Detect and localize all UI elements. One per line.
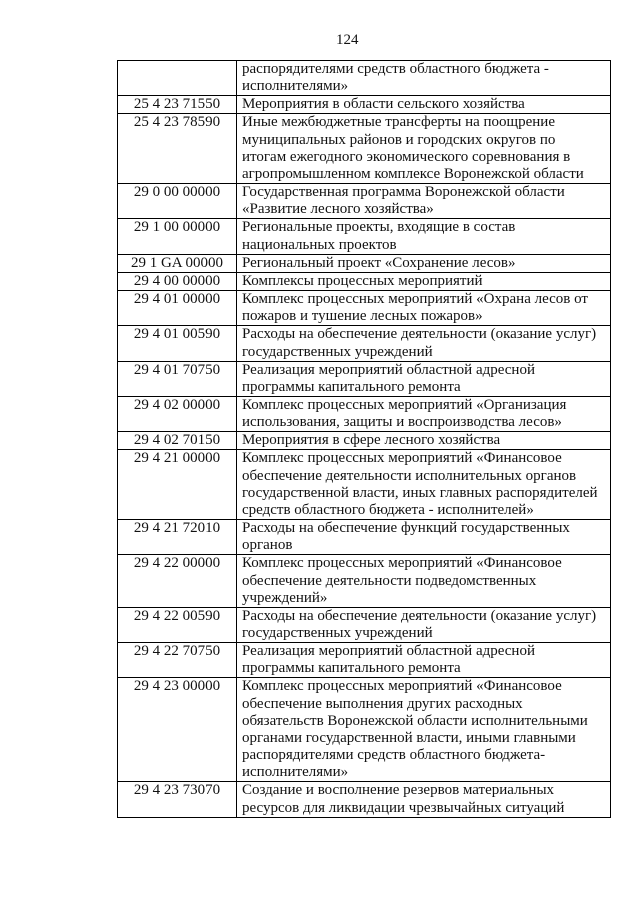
description-cell <box>237 184 611 219</box>
description-line: распорядителями средств областного бюджета - <box>242 61 549 77</box>
description-line: Комплекс процессных мероприятий «Организация <box>242 396 567 413</box>
budget-code-cell: 29 0 00 00000 <box>118 184 237 219</box>
budget-code-cell: 29 4 23 00000 <box>118 678 237 782</box>
description-cell <box>237 520 611 555</box>
description-line: государственной власти, иных главных распорядителей <box>242 484 598 501</box>
table-row <box>118 678 611 782</box>
description-cell <box>237 678 611 782</box>
description-line: обязательств Воронежской области исполнительными <box>242 712 588 729</box>
table-row <box>118 555 611 607</box>
description-line: Комплекс процессных мероприятий «Финансовое <box>242 555 562 572</box>
budget-code-cell: 25 4 23 78590 <box>118 114 237 184</box>
budget-code-cell: 29 4 02 70150 <box>118 432 237 450</box>
description-cell <box>237 643 611 678</box>
description-line: обеспечение деятельности исполнительных органов <box>242 467 577 484</box>
description-line: государственных учреждений <box>242 625 433 641</box>
table-row <box>118 396 611 431</box>
table-row <box>118 61 611 96</box>
budget-code-cell: 25 4 23 71550 <box>118 96 237 114</box>
budget-code-cell: 29 4 01 70750 <box>118 361 237 396</box>
table-row <box>118 114 611 184</box>
description-cell <box>237 61 611 96</box>
description-line: Создание и восполнение резервов материальных <box>242 782 555 799</box>
table-row <box>118 520 611 555</box>
description-line: «Развитие лесного хозяйства» <box>242 201 434 218</box>
description-cell <box>237 254 611 272</box>
description-cell <box>237 219 611 254</box>
description-line: Реализация мероприятий областной адресной <box>242 361 535 378</box>
description-line: обеспечение деятельности подведомственных <box>242 572 537 589</box>
description-cell <box>237 432 611 450</box>
description-line: Реализация мероприятий областной адресной <box>242 643 535 660</box>
budget-table-body <box>118 61 611 818</box>
description-line: Комплекс процессных мероприятий «Охрана лесов от <box>242 291 588 308</box>
description-line: Региональный проект «Сохранение лесов» <box>242 254 516 271</box>
description-line: итогам ежегодного экономического соревнования в <box>242 148 571 165</box>
budget-code-cell: 29 4 01 00000 <box>118 291 237 326</box>
description-cell <box>237 607 611 642</box>
table-row <box>118 219 611 254</box>
table-row <box>118 432 611 450</box>
budget-code-cell <box>118 61 237 96</box>
description-line: исполнителями» <box>242 764 349 781</box>
description-line: обеспечение выполнения других расходных <box>242 695 523 712</box>
description-line: пожаров и тушение лесных пожаров» <box>242 308 483 325</box>
budget-code-cell: 29 4 21 00000 <box>118 450 237 520</box>
description-line: Мероприятия в области сельского хозяйства <box>242 96 525 113</box>
description-line: Комплексы процессных мероприятий <box>242 272 483 289</box>
description-line: программы капитального ремонта <box>242 378 461 395</box>
description-cell <box>237 450 611 520</box>
description-line: Государственная программа Воронежской области <box>242 184 565 201</box>
page-number: 124 <box>336 32 359 48</box>
description-line: Комплекс процессных мероприятий «Финансовое <box>242 450 562 467</box>
description-cell <box>237 291 611 326</box>
description-line: национальных проектов <box>242 236 397 253</box>
table-row <box>118 643 611 678</box>
table-row <box>118 782 611 817</box>
table-row <box>118 272 611 290</box>
description-cell <box>237 114 611 184</box>
description-line: исполнителями» <box>242 78 349 95</box>
description-line: Мероприятия в сфере лесного хозяйства <box>242 432 501 449</box>
table-row <box>118 291 611 326</box>
description-line: Расходы на обеспечение деятельности (оказание услуг) <box>242 326 597 343</box>
budget-code-cell: 29 4 21 72010 <box>118 520 237 555</box>
budget-code-cell: 29 4 22 70750 <box>118 643 237 678</box>
description-cell <box>237 555 611 607</box>
description-line: учреждений» <box>242 589 328 606</box>
table-row <box>118 607 611 642</box>
description-cell <box>237 782 611 817</box>
description-line: органов <box>242 537 293 554</box>
budget-code-cell: 29 4 00 00000 <box>118 272 237 290</box>
description-line: государственных учреждений <box>242 343 433 360</box>
budget-code-cell: 29 4 01 00590 <box>118 326 237 361</box>
description-line: использования, защиты и воспроизводства лесов» <box>242 414 562 431</box>
table-row <box>118 450 611 520</box>
table-row <box>118 96 611 114</box>
description-line: муниципальных районов и городских округов по <box>242 131 556 148</box>
budget-code-table <box>117 60 611 818</box>
description-line: Комплекс процессных мероприятий «Финансовое <box>242 678 562 695</box>
table-row <box>118 254 611 272</box>
description-line: Расходы на обеспечение функций государственных <box>242 520 570 537</box>
description-cell <box>237 96 611 114</box>
description-line: ресурсов для ликвидации чрезвычайных ситуаций <box>242 799 565 816</box>
description-line: органами государственной власти, иными главными <box>242 729 576 746</box>
description-line: агропромышленном комплексе Воронежской области <box>242 165 584 182</box>
description-cell <box>237 326 611 361</box>
budget-code-cell: 29 4 22 00590 <box>118 607 237 642</box>
budget-code-cell: 29 1 00 00000 <box>118 219 237 254</box>
table-row <box>118 326 611 361</box>
description-line: Расходы на обеспечение деятельности (оказание услуг) <box>242 607 597 624</box>
description-line: Иные межбюджетные трансферты на поощрение <box>242 114 555 131</box>
table-row <box>118 184 611 219</box>
budget-code-cell: 29 4 22 00000 <box>118 555 237 607</box>
description-cell <box>237 396 611 431</box>
table-row <box>118 361 611 396</box>
description-cell <box>237 272 611 290</box>
description-cell <box>237 361 611 396</box>
description-line: Региональные проекты, входящие в состав <box>242 219 516 236</box>
budget-code-cell: 29 4 23 73070 <box>118 782 237 817</box>
budget-code-cell: 29 1 GA 00000 <box>118 254 237 272</box>
description-line: распорядителями средств областного бюджета- <box>242 747 546 764</box>
budget-code-cell: 29 4 02 00000 <box>118 396 237 431</box>
description-line: средств областного бюджета - исполнителей» <box>242 501 534 518</box>
description-line: программы капитального ремонта <box>242 660 461 677</box>
